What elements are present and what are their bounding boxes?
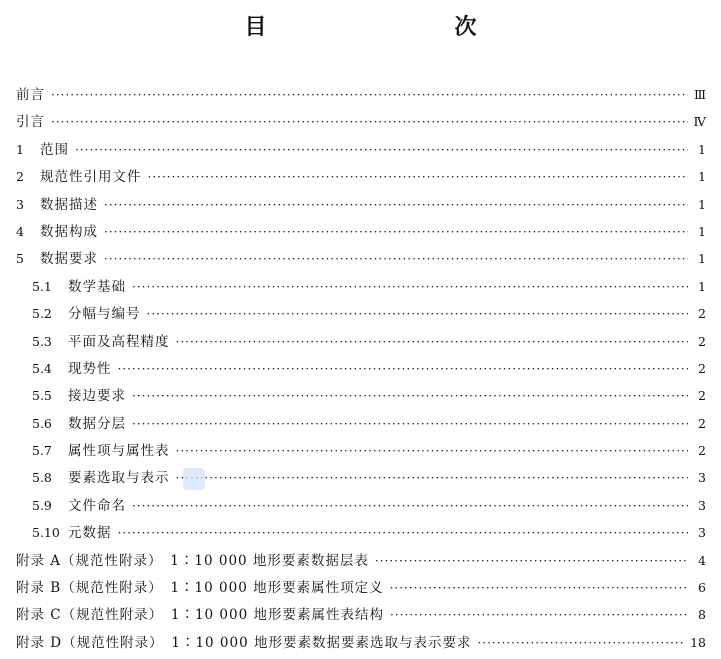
toc-page-number: Ⅲ	[693, 87, 706, 102]
leader-dots	[176, 335, 689, 349]
toc-entry-label: 数据分层	[68, 415, 126, 432]
leader-dots	[104, 225, 688, 239]
toc-entry-number: 4	[16, 223, 24, 239]
toc-page-number: 3	[698, 497, 706, 513]
toc-page-number: 2	[698, 360, 706, 376]
toc-page-number: 2	[698, 333, 706, 349]
toc-entry-number: 5	[16, 251, 24, 267]
toc-entry-label: 前言	[16, 87, 45, 103]
toc-entry-4[interactable]	[16, 220, 706, 247]
leader-dots	[118, 526, 689, 540]
toc-entry-label: 规范性引用文件	[40, 169, 142, 186]
toc-entry-number: 5.4	[32, 360, 52, 376]
leader-dots	[132, 417, 688, 431]
toc-entry-5-5[interactable]	[16, 384, 706, 411]
toc-entry-appendix-c[interactable]	[16, 603, 706, 630]
toc-page-number: 2	[698, 443, 706, 459]
leader-dots	[176, 471, 689, 485]
toc-entry-5-4[interactable]	[16, 357, 706, 384]
leader-dots	[51, 115, 688, 129]
watermark-mark	[183, 468, 205, 490]
leader-dots	[75, 143, 688, 157]
toc-entry-1[interactable]	[16, 138, 706, 165]
leader-dots	[477, 636, 684, 650]
toc-entry-foreword[interactable]	[16, 83, 706, 110]
toc-page-number: 1	[698, 223, 706, 239]
toc-entry-introduction[interactable]	[16, 110, 706, 137]
toc-entry-number: 5.5	[32, 388, 52, 404]
toc-entry-label: 现势性	[68, 360, 112, 377]
toc-entry-appendix-b[interactable]	[16, 576, 706, 603]
leader-dots	[132, 499, 688, 513]
toc-entry-number: 5.6	[32, 415, 52, 431]
toc-title: 目 次	[244, 15, 525, 40]
toc-entry-label: 要素选取与表示	[68, 470, 170, 487]
toc-entry-label: 附录 D（规范性附录） 1∶10 000 地形要素数据要素选取与表示要求	[16, 634, 472, 651]
toc-entry-number: 3	[16, 196, 24, 212]
leader-dots	[375, 554, 688, 568]
toc-entry-appendix-d[interactable]	[16, 631, 706, 658]
toc-entry-label: 附录 B（规范性附录） 1∶10 000 地形要素属性项定义	[16, 580, 384, 597]
toc-entry-5-3[interactable]	[16, 330, 706, 357]
toc-entry-label: 接边要求	[68, 388, 126, 405]
toc-entry-label: 附录 C（规范性附录） 1∶10 000 地形要素属性表结构	[16, 607, 384, 624]
leader-dots	[118, 362, 689, 376]
toc-page-number: 3	[698, 525, 706, 541]
toc-page-number: 1	[698, 141, 706, 157]
toc-entry-label: 平面及高程精度	[68, 333, 170, 350]
toc-entry-number: 5.2	[32, 306, 52, 322]
toc-entry-number: 5.1	[32, 278, 52, 294]
toc-entry-3[interactable]	[16, 193, 706, 220]
toc-page-number: 2	[698, 388, 706, 404]
toc-page-number: 2	[698, 306, 706, 322]
toc-entry-label: 引言	[16, 114, 45, 131]
toc-page-number: 1	[698, 169, 706, 185]
leader-dots	[176, 444, 689, 458]
toc-page-number: 1	[698, 196, 706, 212]
toc-page-number: 1	[698, 278, 706, 294]
toc-page-number: 6	[698, 580, 706, 596]
toc-entry-label: 元数据	[68, 525, 112, 542]
toc-page-number: 3	[698, 470, 706, 486]
toc-entry-label: 数据要求	[40, 251, 98, 268]
toc-entry-label: 附录 A（规范性附录） 1∶10 000 地形要素数据层表	[16, 552, 369, 569]
toc-entry-label: 数据描述	[40, 196, 98, 213]
toc-entry-5-10[interactable]	[16, 521, 706, 548]
toc-entry-appendix-a[interactable]	[16, 549, 706, 576]
toc-entry-5-7[interactable]	[16, 439, 706, 466]
leader-dots	[132, 389, 688, 403]
toc-entry-number: 5.8	[32, 470, 52, 486]
toc-entry-label: 数学基础	[68, 278, 126, 295]
toc-entry-label: 范围	[40, 141, 69, 158]
toc-page-number: 2	[698, 415, 706, 431]
toc-page-number: 8	[698, 607, 706, 623]
toc-entry-number: 5.10	[32, 525, 60, 541]
toc-entry-label: 属性项与属性表	[68, 443, 170, 460]
toc-entry-5-6[interactable]	[16, 412, 706, 439]
toc-entry-number: 1	[16, 141, 24, 157]
toc-page-number: 1	[698, 251, 706, 267]
toc-page-number: Ⅳ	[693, 114, 706, 130]
toc-page-number: 18	[690, 634, 706, 650]
toc-entry-5-1[interactable]	[16, 275, 706, 302]
toc-entry-2[interactable]	[16, 165, 706, 192]
toc-entry-5[interactable]	[16, 247, 706, 274]
toc-entry-number: 2	[16, 169, 24, 185]
toc-entry-number: 5.3	[32, 333, 52, 349]
toc-entry-label: 文件命名	[68, 497, 126, 514]
leader-dots	[390, 581, 688, 595]
table-of-contents	[16, 83, 706, 658]
leader-dots	[51, 88, 688, 102]
toc-entry-label: 分幅与编号	[68, 306, 141, 323]
toc-entry-label: 数据构成	[40, 223, 98, 240]
toc-entry-5-9[interactable]	[16, 494, 706, 521]
leader-dots	[148, 170, 689, 184]
toc-page-number: 4	[698, 552, 706, 568]
toc-entry-number: 5.7	[32, 443, 52, 459]
toc-entry-5-8[interactable]	[16, 466, 706, 493]
leader-dots	[147, 307, 689, 321]
toc-entry-number: 5.9	[32, 497, 52, 513]
toc-entry-5-2[interactable]	[16, 302, 706, 329]
leader-dots	[104, 198, 688, 212]
leader-dots	[132, 280, 688, 294]
leader-dots	[390, 608, 688, 622]
leader-dots	[104, 252, 688, 266]
